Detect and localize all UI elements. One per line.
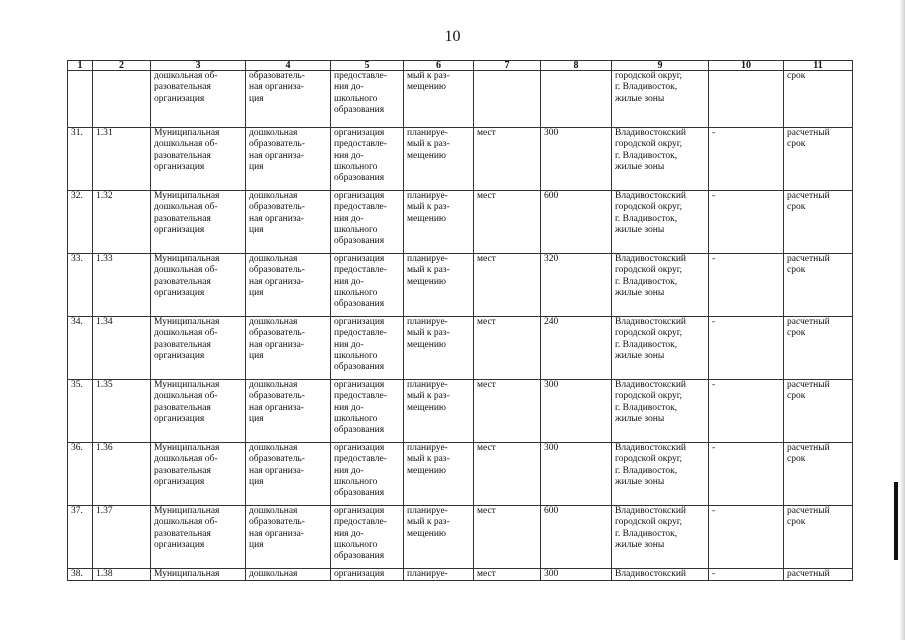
- table-cell: расчетный срок: [784, 128, 853, 191]
- table-cell: расчетный срок: [784, 443, 853, 506]
- column-header: 6: [404, 61, 474, 71]
- table-cell: Муниципальная дошкольная об- разовательная организация: [151, 191, 246, 254]
- table-row: [68, 191, 853, 254]
- table-cell: планируе- мый к раз- мещению: [404, 506, 474, 569]
- table-cell: 300: [541, 443, 612, 506]
- table-cell: Муниципальная дошкольная об- разовательная организация: [151, 254, 246, 317]
- table-cell: 1.34: [93, 317, 151, 380]
- table-cell: 34.: [68, 317, 93, 380]
- table-cell: расчетный: [784, 569, 853, 581]
- table-cell: мест: [474, 443, 541, 506]
- table-cell: 1.32: [93, 191, 151, 254]
- table-cell: Владивостокский городской округ, г. Владивосток, жилые зоны: [612, 380, 709, 443]
- column-header: 1: [68, 61, 93, 71]
- table-cell: расчетный срок: [784, 506, 853, 569]
- table-row: [68, 128, 853, 191]
- table-cell: организация: [331, 569, 404, 581]
- table-row: [68, 317, 853, 380]
- column-header: 10: [709, 61, 784, 71]
- table-cell: 31.: [68, 128, 93, 191]
- table-cell: 300: [541, 128, 612, 191]
- table-cell: Муниципальная дошкольная об- разовательная организация: [151, 506, 246, 569]
- table-cell: мест: [474, 569, 541, 581]
- column-header: 5: [331, 61, 404, 71]
- table-cell: дошкольная образователь- ная организа- ция: [246, 317, 331, 380]
- table-cell: Владивостокский городской округ, г. Владивосток, жилые зоны: [612, 191, 709, 254]
- table-cell: 1.35: [93, 380, 151, 443]
- table-row: [68, 71, 853, 128]
- table-cell: планируе- мый к раз- мещению: [404, 191, 474, 254]
- table-cell: 1.38: [93, 569, 151, 581]
- table-cell: срок: [784, 71, 853, 128]
- column-header: 7: [474, 61, 541, 71]
- table-cell: 300: [541, 569, 612, 581]
- table-cell: -: [709, 506, 784, 569]
- table-cell: [68, 71, 93, 128]
- data-table: [67, 60, 853, 581]
- table-cell: городской округ, г. Владивосток, жилые зоны: [612, 71, 709, 128]
- table-cell: 240: [541, 317, 612, 380]
- table-cell: Муниципальная дошкольная об- разовательная организация: [151, 317, 246, 380]
- table-cell: планируе- мый к раз- мещению: [404, 443, 474, 506]
- table-cell: Владивостокский городской округ, г. Владивосток, жилые зоны: [612, 317, 709, 380]
- table-cell: организация предоставле- ния до- школьного образования: [331, 254, 404, 317]
- table-cell: Владивостокский городской округ, г. Владивосток, жилые зоны: [612, 128, 709, 191]
- table-cell: организация предоставле- ния до- школьного образования: [331, 443, 404, 506]
- table-cell: мест: [474, 254, 541, 317]
- table-cell: -: [709, 317, 784, 380]
- table-cell: 36.: [68, 443, 93, 506]
- table-cell: [93, 71, 151, 128]
- table-cell: -: [709, 443, 784, 506]
- table-cell: [541, 71, 612, 128]
- table-cell: 38.: [68, 569, 93, 581]
- table-cell: -: [709, 191, 784, 254]
- table-cell: 32.: [68, 191, 93, 254]
- table-row: [68, 443, 853, 506]
- column-header: 3: [151, 61, 246, 71]
- table-cell: мест: [474, 191, 541, 254]
- table-cell: Муниципальная дошкольная об- разовательная организация: [151, 128, 246, 191]
- table-cell: Муниципальная: [151, 569, 246, 581]
- table-cell: организация предоставле- ния до- школьного образования: [331, 191, 404, 254]
- table-cell: дошкольная об- разовательная организация: [151, 71, 246, 128]
- table-cell: мест: [474, 128, 541, 191]
- table-cell: Владивостокский городской округ, г. Владивосток, жилые зоны: [612, 443, 709, 506]
- column-header: 11: [784, 61, 853, 71]
- page-number: 10: [444, 28, 461, 45]
- table-cell: Муниципальная дошкольная об- разовательная организация: [151, 380, 246, 443]
- table-cell: образователь- ная организа- ция: [246, 71, 331, 128]
- table-cell: дошкольная образователь- ная организа- ция: [246, 191, 331, 254]
- table-cell: мый к раз- мещению: [404, 71, 474, 128]
- table-row: [68, 506, 853, 569]
- table-cell: 600: [541, 191, 612, 254]
- table-cell: дошкольная образователь- ная организа- ция: [246, 380, 331, 443]
- table-cell: дошкольная образователь- ная организа- ция: [246, 254, 331, 317]
- table-cell: -: [709, 128, 784, 191]
- table-header: [68, 61, 853, 71]
- scan-mark: [894, 482, 898, 560]
- table-cell: 300: [541, 380, 612, 443]
- table-cell: Владивостокский городской округ, г. Владивосток, жилые зоны: [612, 506, 709, 569]
- table-row: [68, 254, 853, 317]
- table-cell: -: [709, 569, 784, 581]
- table-cell: расчетный срок: [784, 317, 853, 380]
- table-cell: 1.31: [93, 128, 151, 191]
- table-cell: планируе- мый к раз- мещению: [404, 380, 474, 443]
- table-cell: дошкольная: [246, 569, 331, 581]
- table-cell: планируе- мый к раз- мещению: [404, 317, 474, 380]
- table-cell: мест: [474, 317, 541, 380]
- table-cell: 35.: [68, 380, 93, 443]
- column-header: 2: [93, 61, 151, 71]
- table-cell: планируе- мый к раз- мещению: [404, 254, 474, 317]
- table-cell: расчетный срок: [784, 254, 853, 317]
- table-row: [68, 380, 853, 443]
- table-cell: Владивостокский городской округ, г. Владивосток, жилые зоны: [612, 254, 709, 317]
- table-cell: дошкольная образователь- ная организа- ция: [246, 128, 331, 191]
- table-cell: мест: [474, 380, 541, 443]
- table-cell: 33.: [68, 254, 93, 317]
- table-cell: организация предоставле- ния до- школьного образования: [331, 380, 404, 443]
- table-cell: мест: [474, 506, 541, 569]
- table-cell: планируе- мый к раз- мещению: [404, 128, 474, 191]
- table-cell: планируе-: [404, 569, 474, 581]
- table-body: [68, 71, 853, 581]
- table-cell: [474, 71, 541, 128]
- column-header: 8: [541, 61, 612, 71]
- table-cell: предоставле- ния до- школьного образования: [331, 71, 404, 128]
- table-cell: расчетный срок: [784, 191, 853, 254]
- table-cell: 1.33: [93, 254, 151, 317]
- column-header: 9: [612, 61, 709, 71]
- table-cell: дошкольная образователь- ная организа- ция: [246, 443, 331, 506]
- table-cell: Владивостокский: [612, 569, 709, 581]
- table-cell: Муниципальная дошкольная об- разовательная организация: [151, 443, 246, 506]
- table-cell: дошкольная образователь- ная организа- ция: [246, 506, 331, 569]
- table-cell: организация предоставле- ния до- школьного образования: [331, 128, 404, 191]
- scan-edge: [899, 0, 905, 640]
- table-cell: 600: [541, 506, 612, 569]
- table-cell: организация предоставле- ния до- школьного образования: [331, 506, 404, 569]
- table-cell: [709, 71, 784, 128]
- table-cell: 1.37: [93, 506, 151, 569]
- table-cell: 37.: [68, 506, 93, 569]
- table-row: [68, 569, 853, 581]
- table-cell: организация предоставле- ния до- школьного образования: [331, 317, 404, 380]
- table-cell: 320: [541, 254, 612, 317]
- column-header: 4: [246, 61, 331, 71]
- table-cell: 1.36: [93, 443, 151, 506]
- table-cell: расчетный срок: [784, 380, 853, 443]
- table-cell: -: [709, 254, 784, 317]
- table-cell: -: [709, 380, 784, 443]
